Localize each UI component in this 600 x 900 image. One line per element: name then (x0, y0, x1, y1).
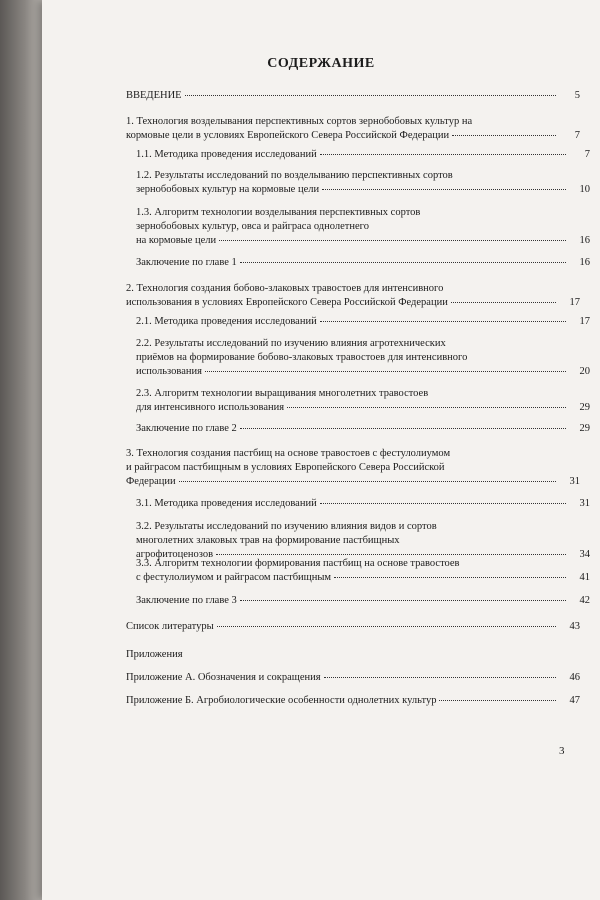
toc-entry-text: Заключение по главе 1 (136, 257, 237, 268)
page-title: СОДЕРЖАНИЕ (267, 56, 375, 71)
toc-entry-text: Список литературы (126, 621, 214, 632)
toc-entry-text: многолетних злаковых трав на формирование пастбищных (136, 535, 400, 546)
toc-entry (126, 648, 580, 662)
toc-entry-text: 3.3. Алгоритм технологии формирования пастбищ на основе травостоев (136, 558, 460, 569)
toc-page-number: 42 (579, 595, 590, 606)
toc-entry-text: 2.2. Результаты исследований по изучению влияния агротехнических (136, 338, 446, 349)
toc-entry-text: использования в условиях Европейского Севера Российской Федерации (126, 297, 448, 308)
book-spine-edge (0, 0, 42, 900)
toc-entry-text: 3. Технология создания пастбищ на основе травостоев с фестулолиумом (126, 448, 451, 459)
toc-entry-text: Приложения (126, 649, 183, 660)
toc-entry-text: 2. Технология создания бобово-злаковых травостоев для интенсивного (126, 283, 444, 294)
toc-entry-text: Заключение по главе 2 (136, 423, 237, 434)
toc-entry-text: Приложение Б. Агробиологические особенности однолетних культур (126, 695, 437, 706)
toc-entry (126, 620, 580, 634)
toc-entry-text: и райграсом пастбищным в условиях Европейского Севера Российской (126, 462, 445, 473)
toc-entry-text: приёмов на формирование бобово-злаковых травостоев для интенсивного (136, 352, 468, 363)
toc-page-number: 31 (579, 498, 590, 509)
dot-leader (324, 676, 556, 678)
toc-entry-text: ВВЕДЕНИЕ (126, 90, 182, 101)
dot-leader (240, 427, 566, 429)
toc-page-number: 34 (579, 549, 590, 560)
toc-entry (126, 447, 580, 489)
toc-page-number: 29 (579, 423, 590, 434)
toc-entry-text: Приложение А. Обозначения и сокращения (126, 672, 321, 683)
toc-page-number: 17 (579, 316, 590, 327)
toc-page-number: 29 (579, 402, 590, 413)
toc-entry-text: использования (136, 366, 202, 377)
toc-page-number: 16 (579, 235, 590, 246)
dot-leader (320, 502, 566, 504)
dot-leader (240, 261, 566, 263)
document-page (42, 0, 600, 900)
toc-entry (126, 337, 590, 379)
toc-entry (126, 315, 590, 329)
dot-leader (334, 576, 566, 578)
toc-entry-text: 1.3. Алгоритм технологии возделывания перспективных сортов (136, 207, 421, 218)
dot-leader (205, 370, 566, 372)
toc-entry-text: 2.1. Методика проведения исследований (136, 316, 317, 327)
toc-entry-text: агрофитоценозов (136, 549, 214, 560)
toc-entry (126, 497, 590, 511)
toc-entry (126, 694, 580, 708)
toc-entry-text: Федерации (126, 476, 176, 487)
toc-entry-text: зернобобовых культур, овса и райграса однолетнего (136, 221, 369, 232)
toc-entry (126, 89, 580, 103)
toc-page-number: 41 (579, 572, 590, 583)
toc-entry (126, 115, 580, 143)
toc-entry (126, 594, 590, 608)
toc-entry (126, 422, 590, 436)
toc-entry (126, 671, 580, 685)
dot-leader (179, 480, 556, 482)
toc-entry-text: на кормовые цели (136, 235, 217, 246)
toc-page-number: 5 (574, 90, 580, 101)
toc-entry-text: 1.1. Методика проведения исследований (136, 149, 317, 160)
toc-entry (126, 557, 590, 585)
toc-entry (126, 282, 580, 310)
dot-leader (219, 239, 566, 241)
toc-page-number: 7 (584, 149, 590, 160)
dot-leader (322, 188, 566, 190)
toc-page-number: 47 (569, 695, 580, 706)
dot-leader (451, 301, 556, 303)
page-number: 3 (559, 745, 565, 757)
toc-entry (126, 520, 590, 562)
toc-entry-text: 1. Технология возделывания перспективных сортов зернобобовых культур на (126, 116, 473, 127)
toc-entry-text: 2.3. Алгоритм технологии выращивания многолетних травостоев (136, 388, 429, 399)
dot-leader (439, 699, 556, 701)
toc-page-number: 20 (579, 366, 590, 377)
toc-entry (126, 256, 590, 270)
toc-page-number: 7 (574, 130, 580, 141)
toc-page-number: 46 (569, 672, 580, 683)
dot-leader (240, 599, 566, 601)
toc-entry (126, 148, 590, 162)
toc-entry-text: кормовые цели в условиях Европейского Севера Российской Федерации (126, 130, 450, 141)
dot-leader (320, 153, 566, 155)
toc-entry-text: с фестулолиумом и райграсом пастбищным (136, 572, 332, 583)
toc-page-number: 31 (569, 476, 580, 487)
dot-leader (217, 625, 556, 627)
dot-leader (452, 134, 556, 136)
toc-page-number: 17 (569, 297, 580, 308)
dot-leader (185, 94, 556, 96)
toc-entry-text: 1.2. Результаты исследований по возделыванию перспективных сортов (136, 170, 453, 181)
toc-entry (126, 206, 590, 248)
toc-page-number: 16 (579, 257, 590, 268)
dot-leader (216, 553, 566, 555)
dot-leader (287, 406, 566, 408)
toc-entry-text: для интенсивного использования (136, 402, 285, 413)
toc-entry-text: зернобобовых культур на кормовые цели (136, 184, 320, 195)
toc-entry-text: 3.2. Результаты исследований по изучению влияния видов и сортов (136, 521, 437, 532)
toc-entry-text: 3.1. Методика проведения исследований (136, 498, 317, 509)
toc-page-number: 10 (579, 184, 590, 195)
toc-entry-text: Заключение по главе 3 (136, 595, 237, 606)
toc-entry (126, 169, 590, 197)
dot-leader (320, 320, 566, 322)
toc-entry (126, 387, 590, 415)
toc-page-number: 43 (569, 621, 580, 632)
